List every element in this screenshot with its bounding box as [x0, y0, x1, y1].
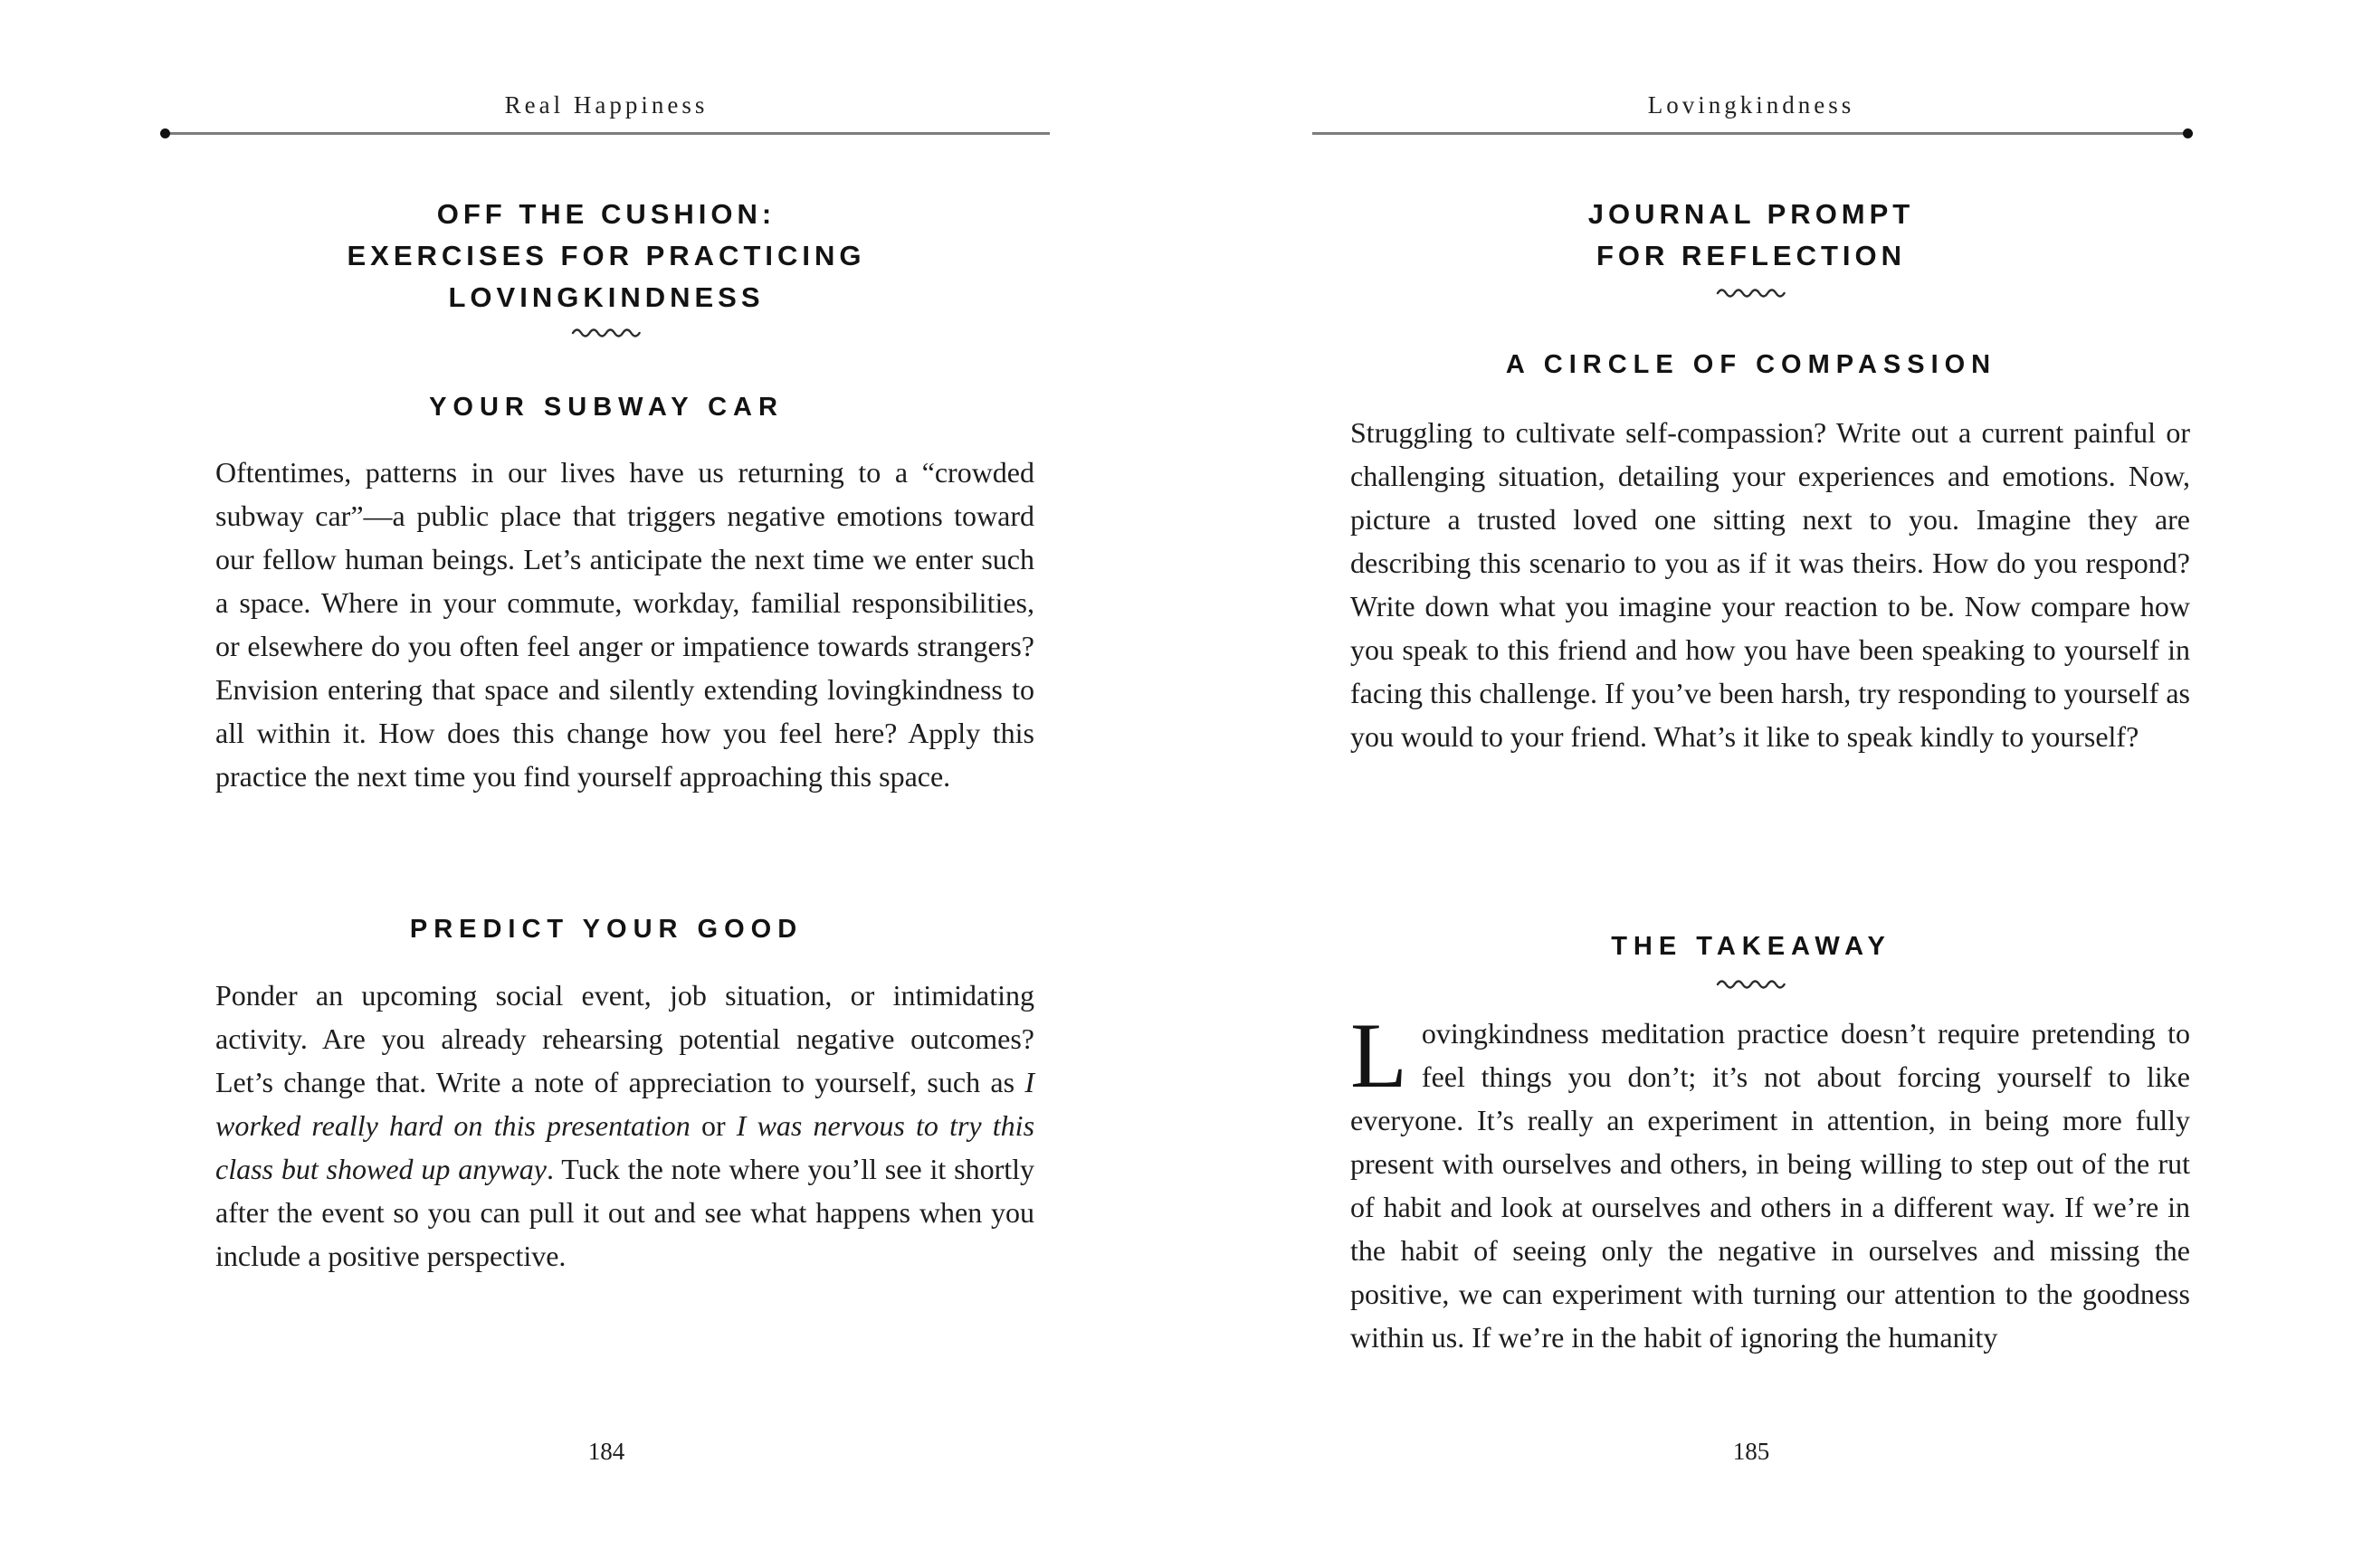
- chapter-title-line: LOVINGKINDNESS: [448, 281, 765, 313]
- body-text-run: or: [690, 1109, 737, 1142]
- body-text-run: Ponder an upcoming social event, job situation, or intimidating activity. Are you already rehearsing potential negative outcomes? Let’s change that. Write a note of appreciation to yourself, such as: [215, 979, 1034, 1098]
- body-paragraph: [1350, 1004, 2190, 1359]
- chapter-title-line: OFF THE CUSHION:: [436, 198, 776, 230]
- rule-dot: [2183, 128, 2193, 138]
- body-paragraph: [215, 974, 1034, 1278]
- chapter-title-line: EXERCISES FOR PRACTICING: [347, 240, 866, 271]
- italic-phrase: I was nervous to try this class but showed up anyway: [215, 1109, 1035, 1185]
- wavy-ornament: [1715, 286, 1787, 300]
- wavy-ornament: [1715, 977, 1787, 992]
- chapter-title-line: JOURNAL PROMPT: [1587, 198, 1915, 230]
- page-number: 184: [587, 1438, 625, 1465]
- body-paragraph: Struggling to cultivate self-compassion? Write out a current painful or challenging situation, detailing your experiences and emotions. Now, picture a trusted loved one sitting next to you. Imagine they are describing this scenario to you as if it was theirs. How do you respond? Write down what you imagine your reaction to be. Now compare how you speak to this friend and how you have been speaking to yourself in facing this challenge. If you’ve been harsh, try responding to yourself as you would to your friend. What’s it like to speak kindly to yourself?: [1350, 416, 2190, 753]
- rule-dot: [160, 128, 170, 138]
- body-text-run: . Tuck the note where you’ll see it shortly after the event so you can pull it out and see what happens when you include a positive perspective.: [215, 1153, 1034, 1272]
- section-heading-the-takeaway: THE TAKEAWAY: [1611, 932, 1891, 961]
- chapter-title: [1312, 194, 2190, 277]
- running-head: Lovingkindness: [1647, 91, 1855, 119]
- header-rule: [1312, 132, 2190, 135]
- wavy-ornament: [570, 326, 643, 340]
- left-page: [163, 0, 1050, 1568]
- drop-cap: L: [1350, 1004, 1407, 1107]
- body-paragraph: Oftentimes, patterns in our lives have us returning to a “crowded subway car”—a public place that triggers negative emotions toward our fellow human beings. Let’s anticipate the next time we enter such a space. Where in your commute, workday, familial responsibilities, or elsewhere do you often feel anger or impatience towards strangers? Envision entering that space and silently extending lovingkindness to all within it. How does this change how you feel here? Apply this practice the next time you find yourself approaching this space.: [215, 456, 1034, 793]
- right-page: [1312, 0, 2190, 1568]
- header-rule: [163, 132, 1050, 135]
- chapter-title: [163, 194, 1050, 318]
- body-text-run: ovingkindness meditation practice doesn’t require pretending to feel things you don’t; it’s not about forcing yourself to like everyone. It’s really an experiment in attention, in being more fully present with ourselves and others, in being willing to step out of the rut of habit and look at ourselves and others in a different way. If we’re in the habit of seeing only the negative in ourselves and missing the positive, we can experiment with turning our attention to the goodness within us. If we’re in the habit of ignoring the humanity: [1350, 1017, 2190, 1354]
- section-heading-a-circle-of-compassion: A CIRCLE OF COMPASSION: [1505, 350, 1997, 379]
- section-heading-predict-your-good: PREDICT YOUR GOOD: [409, 915, 804, 944]
- running-head: Real Happiness: [504, 91, 709, 119]
- chapter-title-line: FOR REFLECTION: [1596, 240, 1907, 271]
- page-number: 185: [1732, 1438, 1770, 1465]
- section-heading-your-subway-car: YOUR SUBWAY CAR: [429, 393, 784, 422]
- italic-phrase: I worked really hard on this presentation: [215, 1066, 1034, 1142]
